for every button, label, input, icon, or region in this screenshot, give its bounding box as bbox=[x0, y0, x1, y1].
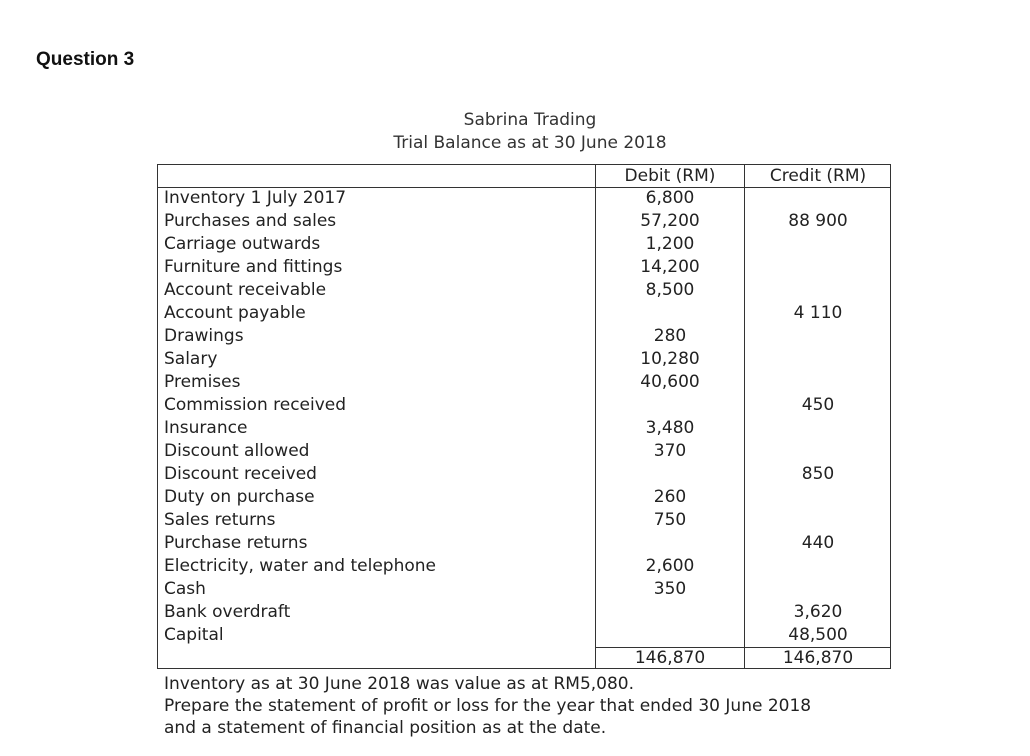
account-name: Account receivable bbox=[164, 280, 327, 300]
table-row bbox=[157, 187, 891, 210]
debit-value: 2,600 bbox=[645, 556, 695, 576]
table-row bbox=[157, 532, 891, 555]
credit-column-header: Credit (RM) bbox=[769, 166, 867, 186]
note-closing-inventory: Inventory as at 30 June 2018 was value as at RM5,080. bbox=[164, 674, 635, 694]
account-name: Sales returns bbox=[164, 510, 276, 530]
table-row bbox=[157, 555, 891, 578]
debit-column-header: Debit (RM) bbox=[624, 166, 716, 186]
debit-value: 40,600 bbox=[640, 372, 700, 392]
table-row bbox=[157, 348, 891, 371]
credit-value: 3,620 bbox=[793, 602, 843, 622]
trial-balance-rows bbox=[157, 187, 891, 647]
account-name: Purchase returns bbox=[164, 533, 308, 553]
account-name: Premises bbox=[164, 372, 241, 392]
note-instruction-line2: and a statement of financial position as at the date. bbox=[164, 718, 607, 738]
table-row bbox=[157, 601, 891, 624]
company-name: Sabrina Trading bbox=[463, 110, 597, 130]
table-row bbox=[157, 325, 891, 348]
table-row bbox=[157, 417, 891, 440]
account-name: Carriage outwards bbox=[164, 234, 321, 254]
table-row bbox=[157, 371, 891, 394]
account-name: Electricity, water and telephone bbox=[164, 556, 436, 576]
credit-value: 48,500 bbox=[788, 625, 848, 645]
note-instruction-line1: Prepare the statement of profit or loss for the year that ended 30 June 2018 bbox=[164, 696, 812, 716]
table-row bbox=[157, 233, 891, 256]
account-name: Commission received bbox=[164, 395, 347, 415]
account-name: Salary bbox=[164, 349, 218, 369]
table-row bbox=[157, 440, 891, 463]
account-name: Duty on purchase bbox=[164, 487, 315, 507]
table-row bbox=[157, 463, 891, 486]
table-row bbox=[157, 256, 891, 279]
trial-balance-subtitle: Trial Balance as at 30 June 2018 bbox=[393, 133, 667, 153]
credit-value: 440 bbox=[801, 533, 835, 553]
account-name: Drawings bbox=[164, 326, 244, 346]
credit-value: 4 110 bbox=[793, 303, 843, 323]
account-name: Inventory 1 July 2017 bbox=[164, 188, 347, 208]
account-name: Insurance bbox=[164, 418, 248, 438]
debit-value: 350 bbox=[653, 579, 687, 599]
debit-value: 750 bbox=[653, 510, 687, 530]
account-name: Discount allowed bbox=[164, 441, 310, 461]
account-name: Purchases and sales bbox=[164, 211, 337, 231]
account-name: Cash bbox=[164, 579, 206, 599]
credit-value: 850 bbox=[801, 464, 835, 484]
debit-value: 3,480 bbox=[645, 418, 695, 438]
account-name: Capital bbox=[164, 625, 224, 645]
credit-total: 146,870 bbox=[782, 648, 854, 668]
debit-value: 10,280 bbox=[640, 349, 700, 369]
credit-value: 450 bbox=[801, 395, 835, 415]
debit-value: 8,500 bbox=[645, 280, 695, 300]
debit-total: 146,870 bbox=[634, 648, 706, 668]
table-row bbox=[157, 509, 891, 532]
debit-value: 14,200 bbox=[640, 257, 700, 277]
question-heading: Question 3 bbox=[36, 49, 135, 70]
debit-value: 57,200 bbox=[640, 211, 700, 231]
debit-value: 1,200 bbox=[645, 234, 695, 254]
table-row bbox=[157, 210, 891, 233]
debit-value: 280 bbox=[653, 326, 687, 346]
account-name: Bank overdraft bbox=[164, 602, 291, 622]
debit-value: 6,800 bbox=[645, 188, 695, 208]
table-row bbox=[157, 578, 891, 601]
table-row bbox=[157, 279, 891, 302]
table-row bbox=[157, 394, 891, 417]
table-row bbox=[157, 486, 891, 509]
account-name: Account payable bbox=[164, 303, 306, 323]
table-row bbox=[157, 302, 891, 325]
debit-value: 370 bbox=[653, 441, 687, 461]
credit-value: 88 900 bbox=[788, 211, 848, 231]
account-name: Discount received bbox=[164, 464, 317, 484]
table-row bbox=[157, 624, 891, 647]
account-name: Furniture and fittings bbox=[164, 257, 343, 277]
debit-value: 260 bbox=[653, 487, 687, 507]
